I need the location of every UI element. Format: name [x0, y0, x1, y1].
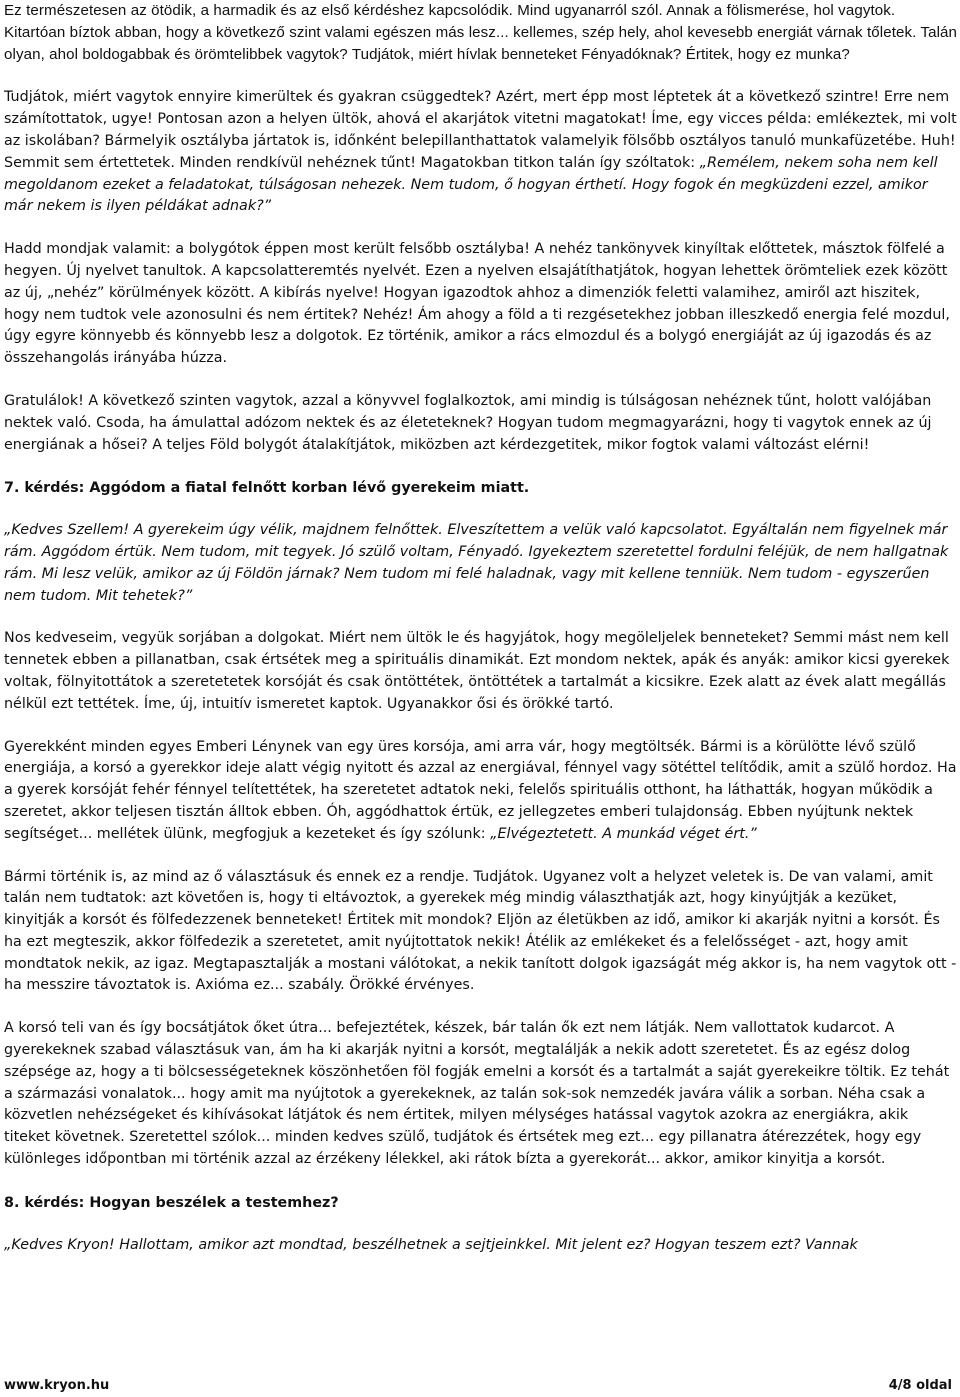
question-8-heading: 8. kérdés: Hogyan beszélek a testemhez?	[4, 1194, 339, 1211]
paragraph-full-jar: A korsó teli van és így bocsátjátok őket útra... befejeztétek, készek, bár talán ők ezt nem látják. Nem vallottatok kudarcot. A gyerekeknek szabad választásuk van, ám ha ki akarják nyitni a korsót, megtalálják a nekik adott szeretetet. És az egész dolog szépsége az, hogy a ti bölcsességeteknek köszönhetően föl fogják emelni a korsót és a tartalmát a saját gyerekeikre töltik. Ez tehát a származási vonalatok... hogy amit ma nyújtotok a gyerekeknek, az talán sok-sok nemzedék javára válik a sorban. Néha csak a közvetlen nehézségeket és kihívásokat látjátok és nem értitek, milyen mélységes hatással vagytok azokra az energiákra, akik titeket követnek. Szeretettel szólok... minden kedves szülő, tudjátok és értsétek meg ezt... egy pillanatra átérezzétek, hogy egy különleges időpontban mi történik azzal az érzékeny lélekkel, aki rátok bízta a gyerekorát... akkor, amikor kinyitja a korsót.	[4, 1020, 950, 1168]
paragraph-intro: Ez természetesen az ötödik, a harmadik és az első kérdéshez kapcsolódik. Mind ugyanarról szól. Annak a fölismerése, hol vagytok. Kitartóan bíztok abban, hogy a következő szint valami egészen más lesz... kellemes, szép hely, ahol kevesebb energiát várnak tőletek. Talán olyan, ahol boldogabbak és örömtelibbek vagytok? Tudjátok, miért hívlak benneteket Fényadóknak? Értitek, hogy ez munka?	[4, 2, 958, 63]
question-7-heading: 7. kérdés: Aggódom a fiatal felnőtt korban lévő gyerekeim miatt.	[4, 480, 530, 497]
paragraph-congratulations: Gratulálok! A következő szinten vagytok, azzal a könyvvel foglalkoztok, ami mindig is túlságosan nehéznek tűnt, holott valójában nektek való. Csoda, ha ámulattal adózom nektek és az életeteknek? Hogyan tudom megmagyarázni, hogy ti vagytok ennek az új energiának a hősei? A teljes Föld bolygót átalakítjátok, miközben azt kérdezgetitek, mikor fogtok valami változást elérni!	[4, 392, 932, 453]
paragraph-jar	[4, 737, 958, 846]
document-body	[4, 0, 958, 1256]
paragraph-exhausted-text: Tudjátok, miért vagytok ennyire kimerültek és gyakran csüggedtek? Azért, mert épp most léptetek át a következő szintre! Erre nem számítottatok, ugye! Pontosan azon a helyen ültök, ahová el akarjátok vitetni magatokat! Íme, egy vicces példa: emlékeztek, mi volt az iskolában? Bármelyik osztályba jártatok is, időnként belepillanthattatok valamelyik fölsőbb osztályos tanuló munkafüzetébe. Huh! Semmit sem értettetek. Minden rendkívül nehéznek tűnt! Magatokban titkon talán így szóltatok:	[4, 89, 957, 171]
jar-quote: „Elvégeztetett. A munkád véget ért.”	[490, 825, 757, 842]
paragraph-exhausted	[4, 87, 958, 218]
footer-page-number: 4/8 oldal	[888, 1378, 952, 1393]
page-footer	[4, 1378, 952, 1393]
question-8-text: „Kedves Kryon! Hallottam, amikor azt mondtad, beszélhetnek a sejtjeinkkel. Mit jelent ez? Hogyan teszem ezt? Vannak	[4, 1236, 858, 1253]
paragraph-jar-text: Gyerekként minden egyes Emberi Lénynek van egy üres korsója, ami arra vár, hogy megtöltsék. Bármi is a körülötte lévő szülő energiája, a korsó a gyerekkor ideje alatt végig nyitott és azzal az energiával, fénnyel vagy sötéttel telítődik, amit a szülő hordoz. Ha a gyerek korsóját fehér fénnyel telítettétek, ha szeretetet adtatok neki, felelős spirituális otthont, ha láthatták, hogyan működik a szeretet, akkor teljesen tisztán álltok ebben. Óh, aggódhattok értük, ez jellegzetes emberi tulajdonság. Ebben nyújtunk nektek segítséget... mellétek ülünk, megfogjuk a kezeteket és így szólunk:	[4, 738, 957, 842]
school-quote: „Remélem, nekem soha nem kell megoldanom ezeket a feladatokat, túlságosan nehezek. Nem tudom, ő hogyan érthetí. Hogy fogok én megküzdeni ezzel, amikor már nekem is ilyen példákat adnak?”	[4, 154, 938, 215]
footer-site-link[interactable]: www.kryon.hu	[4, 1378, 110, 1393]
paragraph-new-grade: Hadd mondjak valamit: a bolygótok éppen most került felsőbb osztályba! A nehéz tankönyvek kinyíltak előttetek, másztok fölfelé a hegyen. Új nyelvet tanultok. A kapcsolatteremtés nyelvét. Ezen a nyelven elsajátíthatjátok, hogyan lehettek örömteliek ezek között az új, „nehéz” körülmények között. A kibírás nyelve! Hogyan igazodtok ahhoz a dimenziók feletti valamihez, amiről azt hiszitek, hogy nem tudtok vele azonosulni és nem értitek? Nehéz! Ám ahogy a föld a ti rezgésetekhez jobban illeszkedő energia felé mozdul, úgy egyre könnyebb és könnyebb lesz a dolgotok. Ez történik, amikor a rács elmozdul és a bolygó energiáját az új igazodás és az összehangolás irányába húzza.	[4, 241, 950, 367]
paragraph-choice: Bármi történik is, az mind az ő választásuk és ennek ez a rendje. Tudjátok. Ugyanez volt a helyzet veletek is. De van valami, amit talán nem tudtatok: azt követően is, hogy ti eltávoztok, a gyerekek még mindig választhatják azt, hogy kinyújtják a kezüket, kinyitják a korsót és fölfedezzenek benneteket! Értitek mit mondok? Eljön az életükben az idő, amikor ki akarják nyitni a korsót. És ha ezt megteszik, akkor fölfedezik a szeretetet, amit nyújtottatok nekik! Átélik az emlékeket és a felelősséget - azt, hogy amit mondtatok nekik, az igaz. Megtapasztalják a mostani válótokat, a nekik tanított dolgok igazságát még akkor is, ha nem vagytok ott - ha messzire távoztatok is. Axióma ez... szabály. Örökké érvényes.	[4, 868, 957, 994]
paragraph-dynamics: Nos kedveseim, vegyük sorjában a dolgokat. Miért nem ültök le és hagyjátok, hogy megöleljelek benneteket? Semmi mást nem kell tennetek ebben a pillanatban, csak értsétek meg a spirituális dinamikát. Ezt mondom nektek, apák és anyák: amikor kicsi gyerekek voltak, fölnyitottátok a szeretetetek korsóját és csak öntöttétek, öntöttétek a tartalmát a kicsikre. Ezek alatt az évek alatt megállás nélkül ezt tettétek. Íme, új, intuitív ismeretet kaptok. Ugyanakkor ősi és örökké tartó.	[4, 630, 950, 712]
question-7-text: „Kedves Szellem! A gyerekeim úgy vélik, majdnem felnőttek. Elveszítettem a velük való kapcsolatot. Egyáltalán nem figyelnek már rám. Aggódom értük. Nem tudom, mit tegyek. Jó szülő voltam, Fényadó. Igyekeztem szeretettel fordulni feléjük, de nem hallgatnak rám. Mi lesz velük, amikor az új Földön járnak? Nem tudom mi felé haladnak, vagy mit kellene tenniük. Nem tudom - egyszerűen nem tudom. Mit tehetek?”	[4, 522, 949, 604]
